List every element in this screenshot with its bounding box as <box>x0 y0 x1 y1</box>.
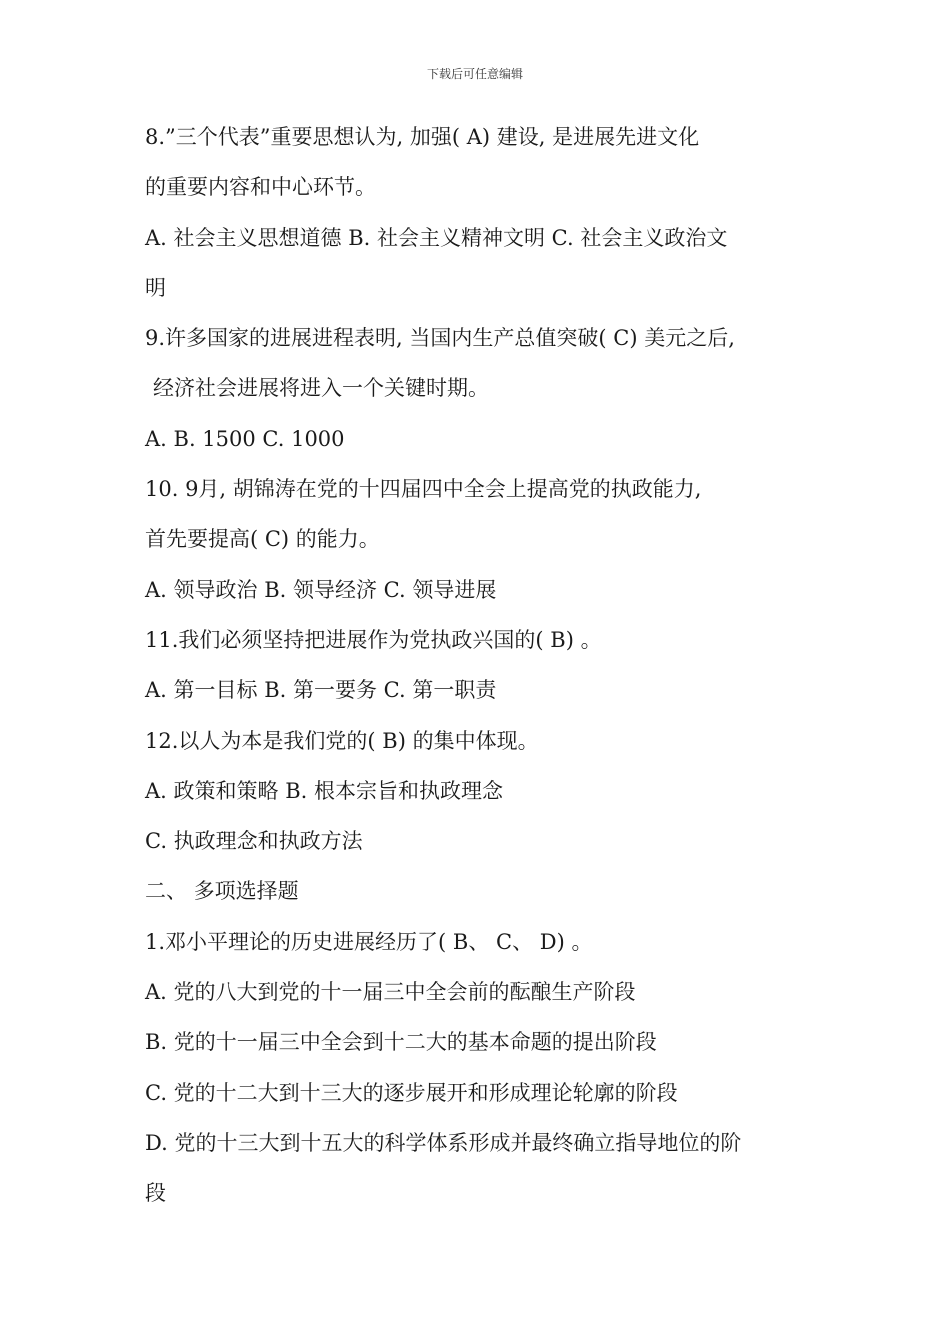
question-9-line-1: 9.许多国家的进展进程表明, 当国内生产总值突破( C) 美元之后, <box>145 326 735 351</box>
question-12-options-line-1: A. 政策和策略 B. 根本宗旨和执政理念 <box>145 778 503 803</box>
question-8-line-1: 8.”三个代表”重要思想认为, 加强( A) 建设, 是进展先进文化 <box>145 125 700 149</box>
question-9-line-2: 经济社会进展将进入一个关键时期。 <box>153 376 489 401</box>
page-header-note: 下载后可任意编辑 <box>426 67 523 81</box>
question-12: 12.以人为本是我们党的( B) 的集中体现。 <box>145 728 539 753</box>
question-11-options: A. 第一目标 B. 第一要务 C. 第一职责 <box>145 678 497 703</box>
question-9-options: A. B. 1500 C. 1000 <box>145 426 345 451</box>
question-8-line-2: 的重要内容和中心环节。 <box>145 175 376 200</box>
mc-question-1: 1.邓小平理论的历史进展经历了( B、 C、 D) 。 <box>145 929 593 954</box>
mc-question-1-option-d-line-2: 段 <box>145 1181 166 1206</box>
question-10-line-1: 10. 9月, 胡锦涛在党的十四届四中全会上提高党的执政能力, <box>145 477 702 502</box>
question-11: 11.我们必须坚持把进展作为党执政兴国的( B) 。 <box>145 627 602 652</box>
mc-question-1-option-c: C. 党的十二大到十三大的逐步展开和形成理论轮廓的阶段 <box>145 1080 678 1105</box>
mc-question-1-option-a: A. 党的八大到党的十一届三中全会前的酝酿生产阶段 <box>145 980 636 1005</box>
question-10-options: A. 领导政治 B. 领导经济 C. 领导进展 <box>145 577 497 602</box>
mc-question-1-option-d-line-1: D. 党的十三大到十五大的科学体系形成并最终确立指导地位的阶 <box>145 1130 742 1155</box>
question-10-line-2: 首先要提高( C) 的能力。 <box>145 527 380 552</box>
question-8-options-line-1: A. 社会主义思想道德 B. 社会主义精神文明 C. 社会主义政治文 <box>145 225 728 250</box>
question-8-options-line-2: 明 <box>145 275 166 300</box>
mc-question-1-option-b: B. 党的十一届三中全会到十二大的基本命题的提出阶段 <box>145 1030 657 1055</box>
section-heading-multiple-choice: 二、 多项选择题 <box>145 879 299 904</box>
question-12-options-line-2: C. 执政理念和执政方法 <box>145 829 363 854</box>
document-body <box>145 117 835 1224</box>
